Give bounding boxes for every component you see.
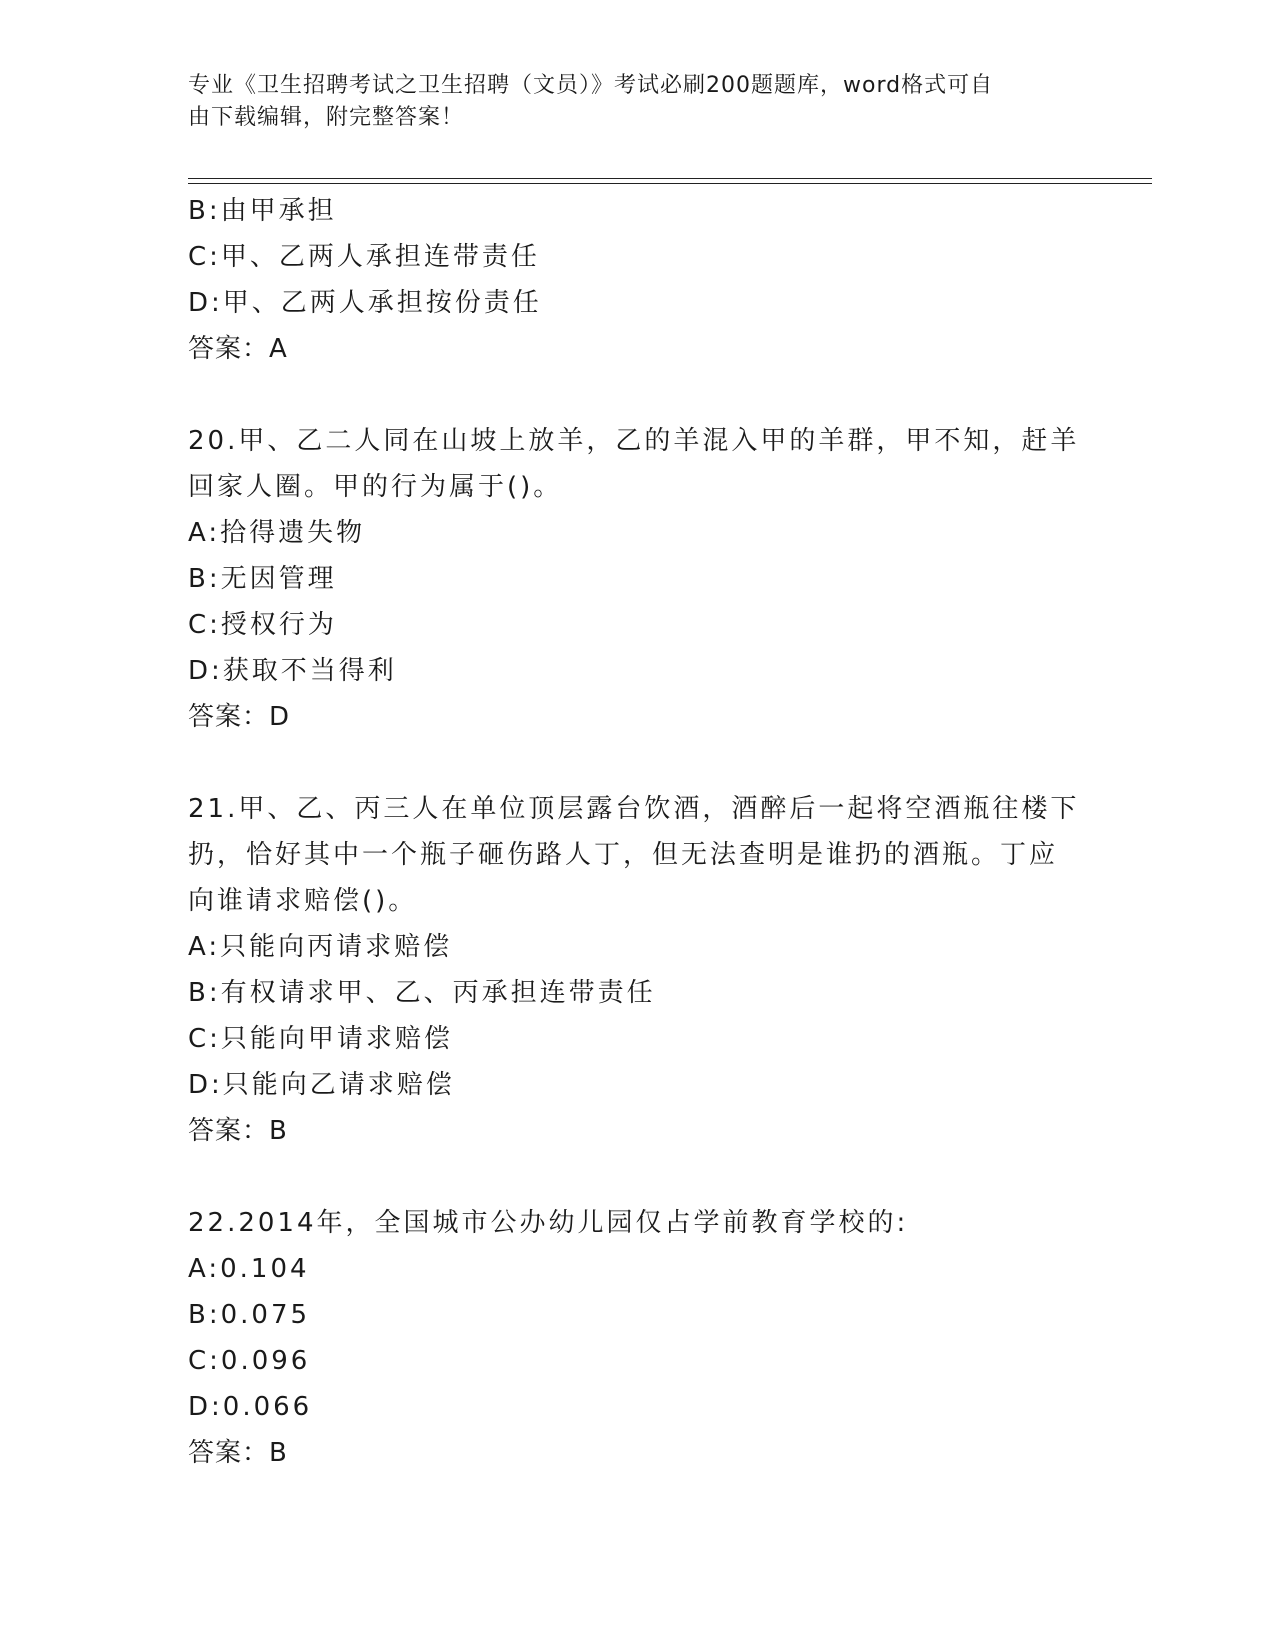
- option-a: A:0.104: [188, 1254, 310, 1284]
- question-text-line: 21.甲、乙、丙三人在单位顶层露台饮酒，酒醉后一起将空酒瓶往楼下: [188, 794, 1080, 824]
- header-divider-top: [188, 178, 1152, 179]
- option-c: C:甲、乙两人承担连带责任: [188, 242, 540, 272]
- option-d: D:0.066: [188, 1392, 313, 1422]
- question-text-line: 20.甲、乙二人同在山坡上放羊，乙的羊混入甲的羊群，甲不知，赶羊: [188, 426, 1080, 456]
- option-b: B:无因管理: [188, 564, 337, 594]
- answer-line: 答案：B: [188, 1116, 288, 1146]
- question-19-block: [188, 188, 1088, 372]
- option-a: A:只能向丙请求赔偿: [188, 932, 453, 962]
- option-d: D:只能向乙请求赔偿: [188, 1070, 455, 1100]
- question-text-line: 扔，恰好其中一个瓶子砸伤路人丁，但无法查明是谁扔的酒瓶。丁应: [188, 840, 1059, 870]
- option-d: D:获取不当得利: [188, 656, 397, 686]
- header-line-2: 由下载编辑，附完整答案！: [188, 105, 465, 130]
- question-20-block: [188, 418, 1088, 740]
- answer-line: 答案：B: [188, 1438, 288, 1468]
- option-b: B:0.075: [188, 1300, 311, 1330]
- spacer: [188, 372, 1088, 418]
- option-c: C:只能向甲请求赔偿: [188, 1024, 453, 1054]
- option-b: B:由甲承担: [188, 196, 337, 226]
- answer-line: 答案：A: [188, 334, 288, 364]
- spacer: [188, 1154, 1088, 1200]
- document-header: [188, 70, 1088, 134]
- question-text-line: 回家人圈。甲的行为属于()。: [188, 472, 563, 502]
- option-d: D:甲、乙两人承担按份责任: [188, 288, 542, 318]
- option-a: A:拾得遗失物: [188, 518, 366, 548]
- header-line-1: 专业《卫生招聘考试之卫生招聘（文员）》考试必刷200题题库，word格式可自: [188, 73, 994, 98]
- option-c: C:授权行为: [188, 610, 337, 640]
- question-22-block: [188, 1200, 1088, 1476]
- option-c: C:0.096: [188, 1346, 311, 1376]
- question-21-block: [188, 786, 1088, 1154]
- question-text-line: 向谁请求赔偿()。: [188, 886, 418, 916]
- answer-line: 答案：D: [188, 702, 291, 732]
- header-divider-bottom: [188, 183, 1152, 184]
- option-b: B:有权请求甲、乙、丙承担连带责任: [188, 978, 656, 1008]
- question-list: [188, 188, 1088, 1476]
- spacer: [188, 740, 1088, 786]
- question-text-line: 22.2014年，全国城市公办幼儿园仅占学前教育学校的:: [188, 1208, 909, 1238]
